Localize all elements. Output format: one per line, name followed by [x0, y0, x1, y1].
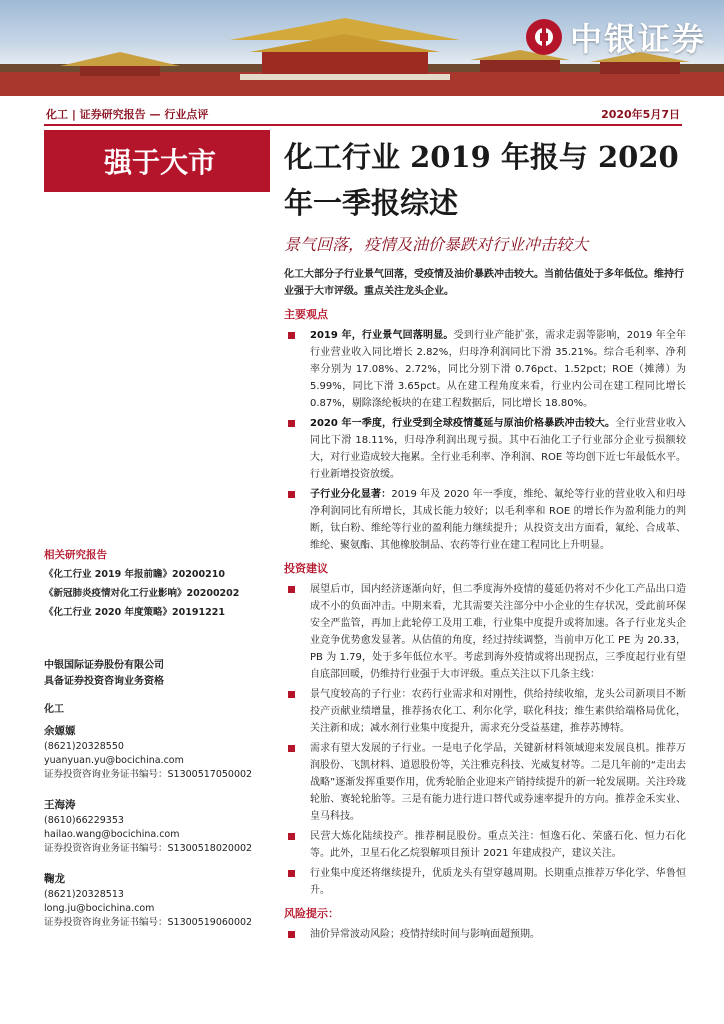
related-report-item[interactable]: 《化工行业 2019 年报前瞻》20200210	[44, 569, 225, 580]
company-name: 中银国际证券股份有限公司	[44, 660, 164, 671]
intro-paragraph: 化工大部分子行业景气回落，受疫情及油价暴跌冲击较大。当前估值处于多年低位。维持行业强于大市评级。重点关注龙头企业。	[284, 269, 684, 297]
analyst-name: 王海涛	[44, 799, 76, 811]
analyst-email[interactable]: hailao.wang@bocichina.com	[44, 829, 180, 840]
risk-heading: 风险提示：	[284, 907, 339, 920]
investment-heading: 投资建议	[284, 562, 328, 575]
analyst-cert: 证券投资咨询业务证书编号：S1300518020002	[44, 843, 253, 854]
analyst-cert: 证券投资咨询业务证书编号：S1300519060002	[44, 917, 253, 928]
analyst-card	[44, 872, 252, 930]
investment-item: 行业集中度还将继续提升，优质龙头有望穿越周期。长期重点推荐万华化学、华鲁恒升。	[284, 865, 686, 899]
report-category: 化工 | 证券研究报告 — 行业点评	[46, 108, 209, 121]
industry-label: 化工	[44, 704, 64, 715]
investment-item: 展望后市，国内经济逐渐向好，但二季度海外疫情的蔓延仍将对不少化工产品出口造成不小的负面冲击。中期来看，尤其需要关注部分中小企业的生存状况，受此前环保安全严监管，再加上此轮停工及用工难，行业集中度提升或将加速。各子行业龙头企业竞争优势愈发显著。从估值的角度，经过持续调整，当前申万化工 PE 为 20.33，PB 为 1.79，处于多年低位水平。考虑到海外疫情或将出现拐点，三季度起行业有望自底部回暖，仍维持行业强于大市评级。重点关注以下几条主线：	[284, 581, 686, 683]
risk-item: 油价异常波动风险；疫情持续时间与影响面超预期。	[284, 926, 686, 943]
investment-item: 景气度较高的子行业：农药行业需求和对刚性，供给持续收缩，龙头公司新项目不断投产贡献业绩增量，推荐扬农化工、利尔化学，联化科技；维生素供给端格局优化，关注新和成；减水剂行业集中度提升，需求充分受益基建，推荐苏博特。	[284, 686, 686, 737]
analyst-email[interactable]: yuanyuan.yu@bocichina.com	[44, 755, 184, 766]
related-reports	[44, 548, 270, 624]
analyst-phone: (8621)20328550	[44, 741, 124, 752]
main-points-heading: 主要观点	[284, 308, 328, 321]
analyst-name: 余嫄嫄	[44, 725, 76, 737]
analyst-card	[44, 798, 252, 856]
header-banner	[0, 0, 724, 96]
brand-logo	[526, 14, 706, 60]
analyst-phone: (8610)66229353	[44, 815, 124, 826]
related-heading: 相关研究报告	[44, 549, 107, 561]
investment-item: 民营大炼化陆续投产。推荐桐昆股份。重点关注：恒逸石化、荣盛石化、恒力石化等。此外，卫星石化乙烷裂解项目预计 2021 年建成投产，建议关注。	[284, 828, 686, 862]
report-date: 2020年5月7日	[601, 108, 680, 121]
related-report-item[interactable]: 《化工行业 2020 年度策略》20191221	[44, 607, 225, 618]
main-content	[284, 266, 686, 946]
brand-name: 中银证券	[569, 20, 706, 58]
main-point-item: 2020 年一季度，行业受到全球疫情蔓延与原油价格暴跌冲击较大。全行业营业收入同比下滑 18.11%，归母净利润出现亏损。其中石油化工子行业部分企业亏损额较大，对行业造成较大拖累。全行业毛利率、净利润、ROE 等均创下近七年最低水平。行业新增投资放缓。	[284, 415, 686, 483]
main-point-item: 子行业分化显著：2019 年及 2020 年一季度，维纶、氟纶等行业的营业收入和归母净利润同比有所增长，其成长能力较好；以毛利率和 ROE 的增长作为盈利能力的判断，钛白粉、维纶等行业的盈利能力继续提升；从投资支出方面看，氟纶、合成革、维纶、聚氨酯、其他橡胶制品、农药等行业在建工程同比上升明显。	[284, 486, 686, 554]
company-info	[44, 658, 164, 690]
report-title: 化工行业 2019 年报与 2020 年一季报综述	[284, 140, 679, 220]
investment-item: 需求有望大发展的子行业。一是电子化学品，关键新材料领域迎来发展良机。推荐万润股份、飞凯材料、道恩股份等，关注雅克科技、光威复材等。二是几年前的“走出去战略”逐渐发挥重要作用，优秀轮胎企业迎来产销持续提升的新一轮发展期。关注玲珑轮胎、赛轮轮胎等。三是有能力进行进口替代或券速率提升的方向。推荐金禾实业、皇马科技。	[284, 740, 686, 825]
analyst-email[interactable]: long.ju@bocichina.com	[44, 903, 155, 914]
boc-logo-icon	[526, 19, 562, 55]
report-subtitle: 景气回落，疫情及油价暴跌对行业冲击较大	[284, 235, 589, 254]
analyst-cert: 证券投资咨询业务证书编号：S1300517050002	[44, 769, 253, 780]
rating-text: 强于大市	[104, 146, 217, 179]
company-qualification: 具备证券投资咨询业务资格	[44, 676, 164, 687]
related-report-item[interactable]: 《新冠肺炎疫情对化工行业影响》20200202	[44, 588, 240, 599]
rating-badge	[44, 130, 270, 192]
main-point-item: 2019 年，行业景气回落明显。受到行业产能扩张，需求走弱等影响，2019 年全年行业营业收入同比增长 2.82%，归母净利润同比下滑 35.21%。综合毛利率、净利率分别为 17.08%、2.72%，同比分别下滑 0.76pct、1.52pct；ROE（摊薄）为 5.99%，同比下滑 3.65pct。从在建工程角度来看，行业内公司在建工程同比增长 0.87%，剔除涤纶板块的在建工程数据后，同比增长 18.80%。	[284, 327, 686, 412]
analyst-phone: (8621)20328513	[44, 889, 124, 900]
analyst-card	[44, 724, 252, 782]
meta-line	[44, 100, 682, 126]
analyst-name: 鞠龙	[44, 873, 65, 885]
